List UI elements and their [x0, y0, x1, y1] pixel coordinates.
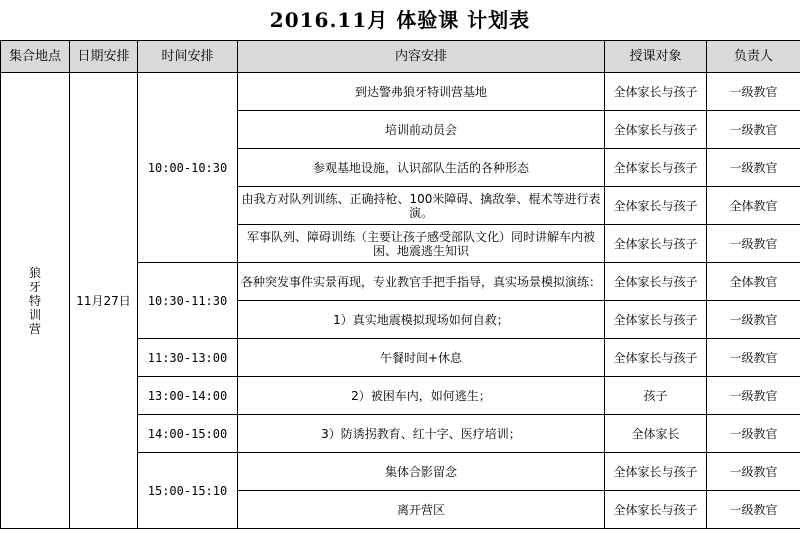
time-cell: 14:00-15:00 [138, 415, 238, 453]
content-cell: 离开营区 [238, 491, 605, 529]
table-row [1, 73, 800, 111]
content-cell: 各种突发事件实景再现，专业教官手把手指导，真实场景模拟演练： [238, 263, 605, 301]
content-cell: 培训前动员会 [238, 111, 605, 149]
location-char: 训 [28, 307, 41, 322]
owner-cell: 一级教官 [707, 111, 800, 149]
time-cell: 15:00-15:10 [138, 453, 238, 529]
audience-cell: 全体家长与孩子 [605, 339, 707, 377]
schedule-table [0, 40, 800, 529]
content-cell: 参观基地设施，认识部队生活的各种形态 [238, 149, 605, 187]
header-row [1, 41, 800, 73]
header-location: 集合地点 [1, 41, 70, 73]
location-char: 狼 [28, 265, 41, 280]
content-cell: 午餐时间+休息 [238, 339, 605, 377]
time-cell: 13:00-14:00 [138, 377, 238, 415]
audience-cell: 全体家长 [605, 415, 707, 453]
owner-cell: 一级教官 [707, 491, 800, 529]
owner-cell: 一级教官 [707, 301, 800, 339]
owner-cell: 一级教官 [707, 339, 800, 377]
header-audience: 授课对象 [605, 41, 707, 73]
audience-cell: 全体家长与孩子 [605, 453, 707, 491]
owner-cell: 全体教官 [707, 263, 800, 301]
header-time: 时间安排 [138, 41, 238, 73]
location-char: 特 [28, 293, 41, 308]
content-cell: 1）真实地震模拟现场如何自救； [238, 301, 605, 339]
location-char: 牙 [28, 279, 41, 294]
content-cell: 2）被困车内，如何逃生； [238, 377, 605, 415]
time-cell: 10:30-11:30 [138, 263, 238, 339]
audience-cell: 全体家长与孩子 [605, 111, 707, 149]
location-cell [1, 73, 70, 529]
time-cell: 10:00-10:30 [138, 73, 238, 263]
location-char: 营 [28, 321, 41, 336]
content-cell: 集体合影留念 [238, 453, 605, 491]
owner-cell: 一级教官 [707, 149, 800, 187]
header-date: 日期安排 [70, 41, 138, 73]
time-cell: 11:30-13:00 [138, 339, 238, 377]
page-title: 2016.11月 体验课 计划表 [269, 8, 531, 32]
owner-cell: 全体教官 [707, 187, 800, 225]
audience-cell: 全体家长与孩子 [605, 491, 707, 529]
date-cell: 11月27日 [70, 73, 138, 529]
content-cell: 到达警弗狼牙特训营基地 [238, 73, 605, 111]
audience-cell: 全体家长与孩子 [605, 301, 707, 339]
owner-cell: 一级教官 [707, 73, 800, 111]
audience-cell: 全体家长与孩子 [605, 149, 707, 187]
content-cell: 由我方对队列训练、正确持枪、100米障碍、擒敌拳、棍术等进行表演。 [238, 187, 605, 225]
audience-cell: 孩子 [605, 377, 707, 415]
audience-cell: 全体家长与孩子 [605, 225, 707, 263]
content-cell: 3）防诱拐教育、红十字、医疗培训； [238, 415, 605, 453]
owner-cell: 一级教官 [707, 225, 800, 263]
audience-cell: 全体家长与孩子 [605, 73, 707, 111]
owner-cell: 一级教官 [707, 377, 800, 415]
content-cell: 军事队列、障碍训练（主要让孩子感受部队文化）同时讲解车内被困、地震逃生知识 [238, 225, 605, 263]
header-content: 内容安排 [238, 41, 605, 73]
audience-cell: 全体家长与孩子 [605, 187, 707, 225]
audience-cell: 全体家长与孩子 [605, 263, 707, 301]
header-owner: 负责人 [707, 41, 800, 73]
owner-cell: 一级教官 [707, 453, 800, 491]
owner-cell: 一级教官 [707, 415, 800, 453]
